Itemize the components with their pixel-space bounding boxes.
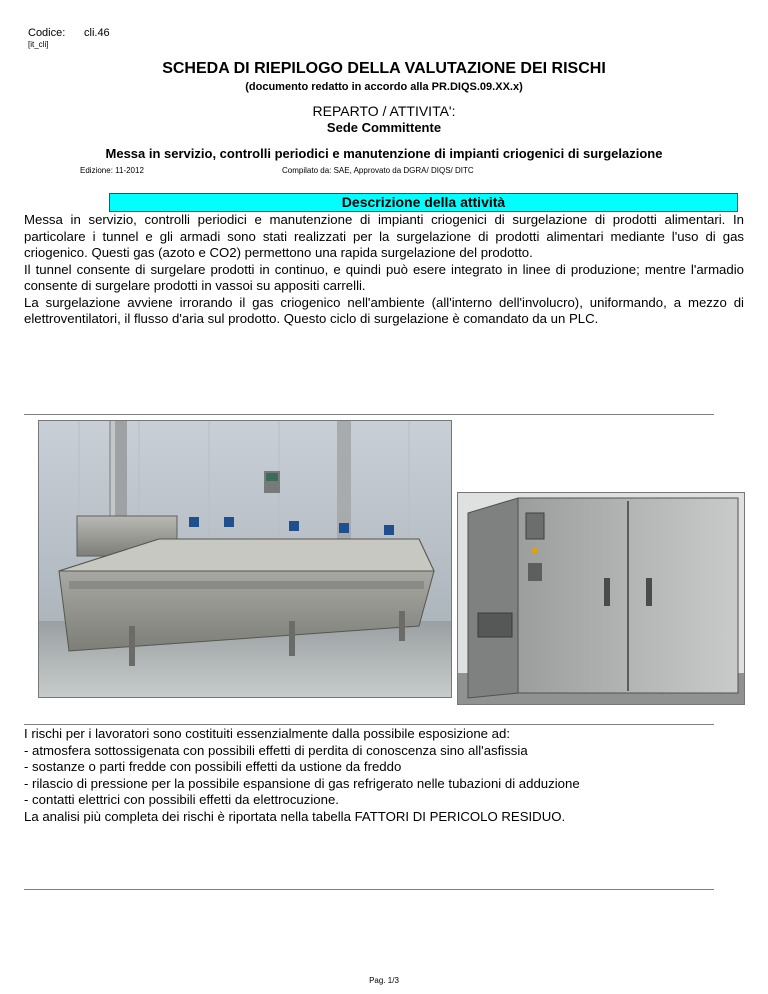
- activity-title: Messa in servizio, controlli periodici e manutenzione di impianti criogenici di surgelazione: [105, 146, 663, 161]
- cabinet-photo: [457, 492, 745, 705]
- description-paragraph: Messa in servizio, controlli periodici e manutenzione di impianti criogenici di surgelazione di prodotti alimentari. In particolare i tunnel e gli armadi sono stati realizzati per la surgelazione di prodotti alimentari mediante l'uso di gas criogenico. Questi gas (azoto e CO2) permettono una rapida surgelazione del prodotto.: [24, 212, 744, 260]
- description-heading: Descrizione della attività: [109, 193, 738, 212]
- code-label: Codice:: [28, 27, 66, 39]
- risk-line: - atmosfera sottossigenata con possibili effetti di perdita di conoscenza sino all'asfissia: [24, 742, 528, 758]
- description-text: [24, 212, 744, 328]
- divider: [24, 414, 714, 415]
- description-paragraph: Il tunnel consente di surgelare prodotti in continuo, e quindi può esere integrato in linee di produzione; mentre l'armadio consente di surgelare prodotti in vassoi su appositi carrelli.: [24, 261, 744, 293]
- risk-line: - contatti elettrici con possibili effetti da elettrocuzione.: [24, 792, 339, 807]
- risk-line: - sostanze o parti fredde con possibili effetti da ustione da freddo: [24, 759, 402, 774]
- page-number: Pag. 1/3: [369, 976, 399, 985]
- risk-line: La analisi più completa dei rischi è riportata nella tabella FATTORI DI PERICOLO RESIDUO.: [24, 808, 566, 824]
- tunnel-photo: [38, 420, 452, 698]
- document-subtitle: (documento redatto in accordo alla PR.DIQS.09.XX.x): [245, 81, 523, 93]
- risk-line: - rilascio di pressione per la possibile espansione di gas refrigerato nelle tubazioni di adduzione: [24, 775, 580, 791]
- compiled-by: Compilato da: SAE, Approvato da DGRA/ DIQS/ DITC: [282, 166, 474, 175]
- risk-line: I rischi per i lavoratori sono costituiti essenzialmente dalla possibile esposizione ad:: [24, 726, 510, 741]
- code-value: cli.46: [84, 27, 110, 39]
- document-title: SCHEDA DI RIEPILOGO DELLA VALUTAZIONE DEI RISCHI: [162, 60, 606, 77]
- department-label: REPARTO / ATTIVITA':: [312, 103, 456, 119]
- divider: [24, 889, 714, 890]
- description-paragraph: La surgelazione avviene irrorando il gas criogenico nell'ambiente (all'interno dell'involucro), uniformando, a mezzo di elettroventilatori, il flusso d'aria sul prodotto. Questo ciclo di surgelazione è comandato da un PLC.: [24, 294, 744, 326]
- department-name: Sede Committente: [326, 120, 442, 135]
- cabinet-illustration: [458, 493, 744, 704]
- divider: [24, 724, 714, 725]
- code-sub: [it_cli]: [28, 40, 49, 49]
- tunnel-illustration: [39, 421, 451, 697]
- edition: Edizione: 11-2012: [80, 166, 144, 175]
- risks-text: [24, 726, 744, 825]
